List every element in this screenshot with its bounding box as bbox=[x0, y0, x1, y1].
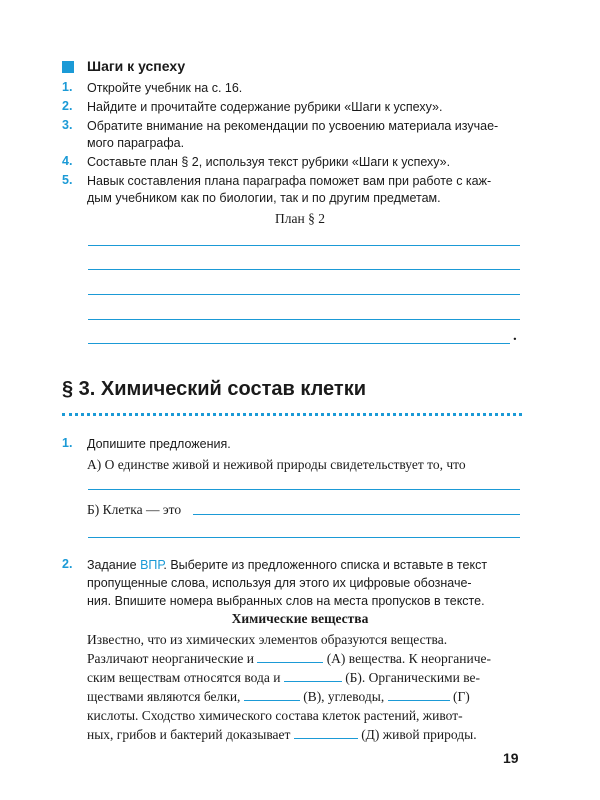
text-line-3-a: ским веществам относятся вода и bbox=[87, 670, 281, 685]
step-3-text-line2: мого параграфа. bbox=[87, 136, 185, 150]
text-line-4-a: ществами являются белки, bbox=[87, 689, 241, 704]
plan-line-2[interactable] bbox=[88, 269, 520, 270]
text-line-4-b: (В), углеводы, bbox=[303, 689, 385, 704]
task-2-instruction-rest: . Выберите из предложенного списка и вставьте в текст bbox=[163, 558, 488, 572]
task-1-b-answer-line-1[interactable] bbox=[193, 514, 520, 515]
plan-end-mark: . bbox=[513, 328, 517, 344]
text-line-3 bbox=[87, 668, 519, 687]
step-1-text: Откройте учебник на с. 16. bbox=[87, 81, 243, 95]
blank-a[interactable] bbox=[257, 650, 323, 663]
task-2-number: 2. bbox=[62, 557, 73, 571]
chapter-title: § 3. Химический состав клетки bbox=[62, 378, 367, 400]
blank-d[interactable] bbox=[294, 726, 358, 739]
text-line-6 bbox=[87, 725, 519, 744]
text-line-6-a: ных, грибов и бактерий доказывает bbox=[87, 727, 291, 742]
plan-line-3[interactable] bbox=[88, 294, 520, 295]
plan-line-4[interactable] bbox=[88, 319, 520, 320]
task-2-instruction-line3: ния. Впишите номера выбранных слов на места пропусков в тексте. bbox=[87, 594, 485, 608]
text-line-1: Известно, что из химических элементов образуются вещества. bbox=[87, 632, 448, 647]
vpr-label: ВПР bbox=[140, 558, 164, 572]
task-1-part-a: А) О единстве живой и неживой природы свидетельствует то, что bbox=[87, 457, 466, 472]
text-line-5: кислоты. Сходство химического состава клеток растений, живот- bbox=[87, 708, 463, 723]
step-4-number: 4. bbox=[62, 154, 73, 168]
step-5-text-line2: дым учебником как по биологии, так и по другим предметам. bbox=[87, 191, 441, 205]
blank-v[interactable] bbox=[244, 688, 300, 701]
task-2-instruction-line2: пропущенные слова, используя для этого их цифровые обозначе- bbox=[87, 576, 472, 590]
step-2-text: Найдите и прочитайте содержание рубрики «Шаги к успеху». bbox=[87, 100, 443, 114]
text-subtitle: Химические вещества bbox=[231, 611, 369, 626]
steps-heading: Шаги к успеху bbox=[87, 58, 186, 74]
step-5-text-line1: Навык составления плана параграфа поможет вам при работе с каж- bbox=[87, 174, 492, 188]
task-1-b-answer-line-2[interactable] bbox=[88, 537, 520, 538]
step-3-number: 3. bbox=[62, 118, 73, 132]
step-3-text-line1: Обратите внимание на рекомендации по усвоению материала изучае- bbox=[87, 119, 499, 133]
task-1-number: 1. bbox=[62, 436, 73, 450]
step-2-number: 2. bbox=[62, 99, 73, 113]
dotted-divider bbox=[62, 413, 522, 416]
step-1-number: 1. bbox=[62, 80, 73, 94]
bullet-square-icon bbox=[62, 61, 74, 73]
plan-title: План § 2 bbox=[275, 211, 325, 226]
text-line-6-b: (Д) живой природы. bbox=[361, 727, 477, 742]
task-1-part-b: Б) Клетка — это bbox=[87, 502, 182, 517]
plan-line-5[interactable] bbox=[88, 343, 510, 344]
page-number: 19 bbox=[503, 750, 519, 766]
text-line-4 bbox=[87, 687, 519, 706]
text-line-4-c: (Г) bbox=[452, 689, 470, 704]
task-1-instruction: Допишите предложения. bbox=[87, 437, 231, 451]
step-5-number: 5. bbox=[62, 173, 73, 187]
text-line-2-a: Различают неорганические и bbox=[87, 651, 254, 666]
text-line-2 bbox=[87, 649, 519, 668]
blank-g[interactable] bbox=[388, 688, 450, 701]
text-line-3-b: (Б). Органическими ве- bbox=[345, 670, 480, 685]
task-2-instruction-line1 bbox=[87, 557, 527, 574]
step-4-text: Составьте план § 2, используя текст рубрики «Шаги к успеху». bbox=[87, 155, 451, 169]
blank-b[interactable] bbox=[284, 669, 342, 682]
text-line-2-b: (А) вещества. К неорганиче- bbox=[326, 651, 491, 666]
plan-line-1[interactable] bbox=[88, 245, 520, 246]
task-2-prefix: Задание bbox=[87, 558, 141, 572]
task-1-a-answer-line[interactable] bbox=[88, 489, 520, 490]
